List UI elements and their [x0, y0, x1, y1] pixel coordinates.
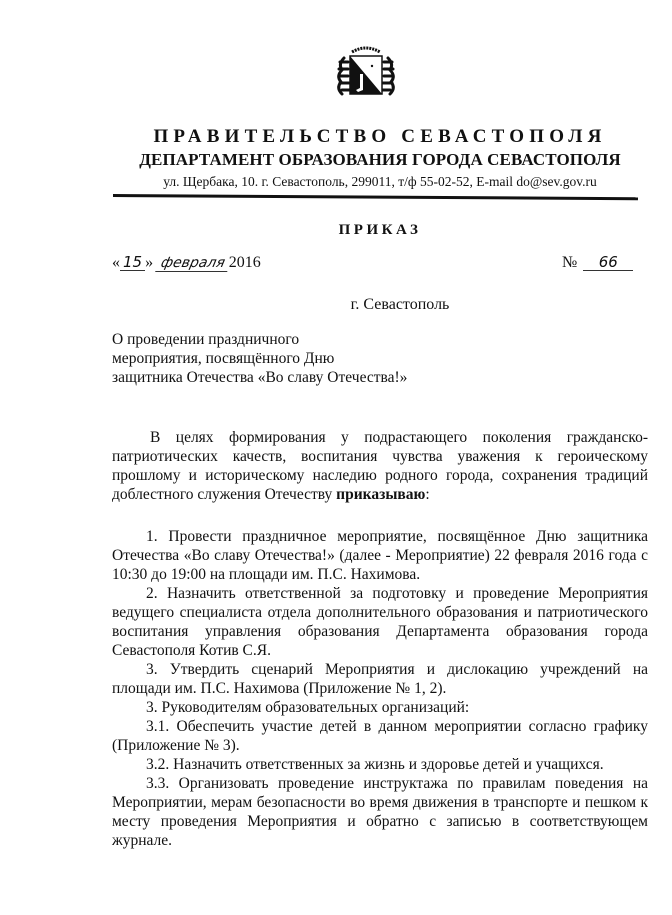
preamble-paragraph: [112, 428, 648, 504]
date-month-handwritten: февраля: [155, 255, 230, 272]
date-day-handwritten: 15: [120, 254, 145, 271]
preamble-directive: приказываю: [336, 486, 426, 503]
number-label: №: [562, 254, 578, 271]
order-item: 3.1. Обеспечить участие детей в данном мероприятии согласно графику (Приложение № 3).: [112, 718, 648, 754]
order-item: 3. Утвердить сценарий Мероприятия и дислокацию учреждений на площади им. П.С. Нахимова (Приложение № 1, 2).: [112, 661, 648, 697]
sevastopol-coat-of-arms-icon: [330, 38, 402, 110]
document-title: ПРИКАЗ: [338, 222, 422, 238]
subject-line: защитника Отечества «Во славу Отечества!»: [112, 369, 408, 386]
date-open-quote: «: [112, 254, 120, 271]
preamble-text: В целях формирования у подрастающего поколения гражданско-патриотических качеств, воспитания чувства уважения к героическому прошлому и историческому наследию родного города, сохранения традиций доблестного служения Отечеству: [112, 429, 648, 503]
header-divider: [113, 194, 638, 200]
number-handwritten: 66: [583, 254, 633, 271]
city-line: г. Севастополь: [350, 296, 450, 313]
department-address: ул. Щербака, 10. г. Севастополь, 299011, т/ф 55-02-52, E-mail do@sev.gov.ru: [163, 174, 597, 189]
order-item: 2. Назначить ответственной за подготовку и проведение Мероприятия ведущего специалиста отдела дополнительного образования и патриотического воспитания управления образования Департамента образования города Севастополя Котив С.Я.: [112, 585, 648, 659]
order-date: [112, 254, 261, 272]
emblem-graphic: [330, 38, 402, 110]
order-item: 3.2. Назначить ответственных за жизнь и здоровье детей и учащихся.: [146, 756, 604, 773]
government-heading: ПРАВИТЕЛЬСТВО СЕВАСТОПОЛЯ: [153, 126, 607, 147]
order-subject: [112, 330, 407, 387]
order-item: 3. Руководителям образовательных организаций:: [146, 699, 470, 716]
preamble-tail: :: [425, 486, 430, 503]
order-item: 1. Провести праздничное мероприятие, посвящённое Дню защитника Отечества «Во славу Отечества!» (далее - Мероприятие) 22 февраля 2016 года с 10:30 до 19:00 на площади им. П.С. Нахимова.: [112, 528, 648, 583]
date-year: 2016: [228, 254, 261, 271]
order-number: [562, 254, 633, 272]
order-items: [112, 527, 648, 850]
order-item: 3.3. Организовать проведение инструктажа по правилам поведения на Мероприятии, мерам безопасности во время движения в транспорте и пешком к месту проведения Мероприятия и обратно с записью в соответствующем журнале.: [112, 775, 648, 849]
subject-line: мероприятия, посвящённого Дню: [112, 350, 335, 367]
date-close-quote: »: [145, 254, 154, 271]
subject-line: О проведении праздничного: [112, 331, 300, 348]
department-heading: ДЕПАРТАМЕНТ ОБРАЗОВАНИЯ ГОРОДА СЕВАСТОПОЛЯ: [139, 150, 621, 169]
